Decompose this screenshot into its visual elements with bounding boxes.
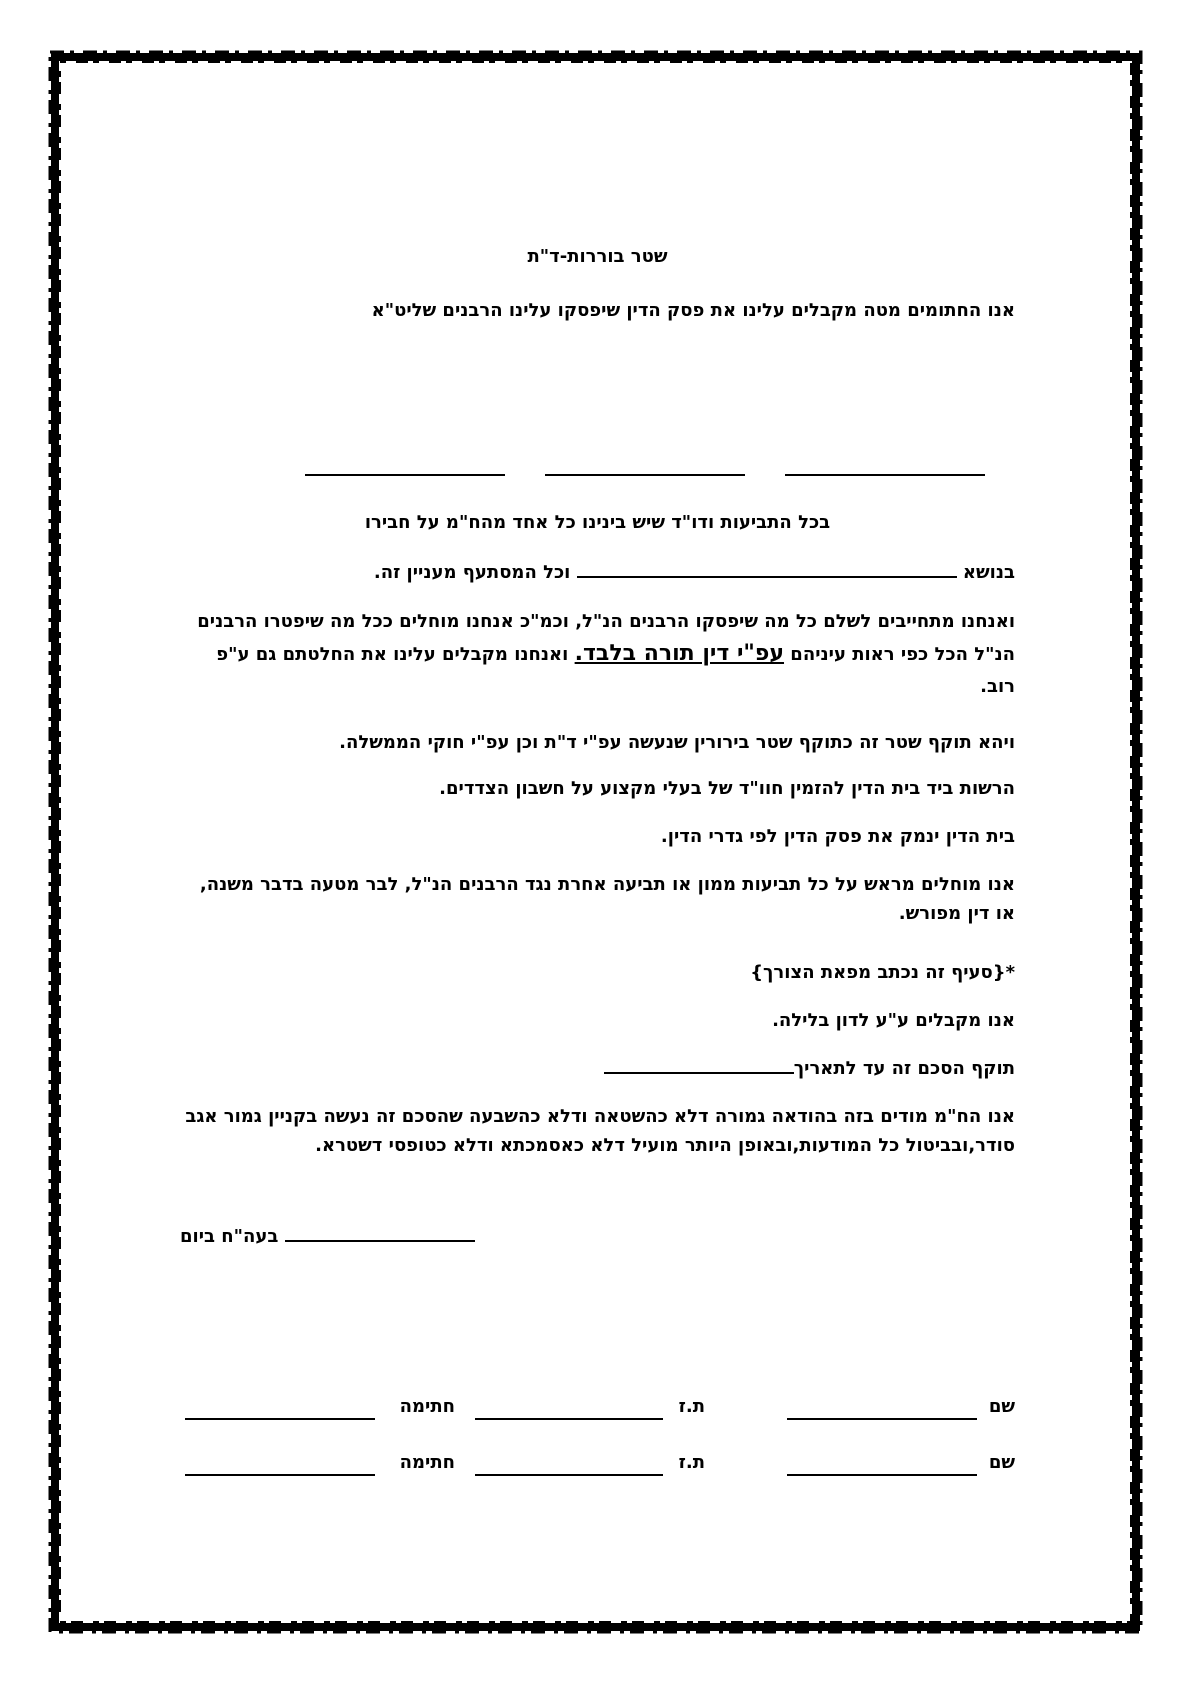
subject-blank[interactable] bbox=[577, 558, 957, 578]
signature-blank[interactable] bbox=[185, 1418, 375, 1420]
signature-row-1 bbox=[180, 1396, 1015, 1426]
experts-paragraph bbox=[180, 774, 1015, 803]
claims-text: בכל התביעות ודו"ד שיש בינינו כל אחד מהח"מ על חבירו bbox=[364, 512, 831, 533]
acknowledgement-paragraph bbox=[180, 1102, 1015, 1160]
reasoning-text: בית הדין ינמק את פסק הדין לפי גדרי הדין. bbox=[660, 826, 1015, 847]
date-prefix: בעה"ח ביום bbox=[180, 1226, 279, 1247]
arbitrator-line-2[interactable] bbox=[545, 474, 745, 476]
expiry-line bbox=[180, 1054, 1015, 1083]
intro-text: אנו החתומים מטה מקבלים עלינו את פסק הדין שיפסקו עלינו הרבנים שליט"א bbox=[371, 300, 1015, 321]
id-label: ת.ז bbox=[678, 1452, 705, 1473]
subject-suffix: וכל המסתעף מעניין זה. bbox=[373, 562, 571, 583]
acknowledgement-text: אנו הח"מ מודים בזה בהודאה גמורה דלא כהשטאה ודלא כהשבעה שהסכם זה נעשה בקניין גמור אגב סודר,ובביטול כל המודעות,ובאופן היותר מועיל דלא כאסמכתא ודלא כטופסי דשטרא. bbox=[185, 1106, 1015, 1156]
night-paragraph bbox=[180, 1006, 1015, 1035]
signature-label: חתימה bbox=[399, 1452, 455, 1473]
date-line bbox=[180, 1222, 680, 1251]
reasoning-paragraph bbox=[180, 822, 1015, 851]
name-label: שם bbox=[988, 1396, 1015, 1417]
validity-paragraph bbox=[180, 728, 1015, 757]
document-title: שטר בוררות-ד"ת bbox=[527, 246, 668, 267]
waiver-paragraph bbox=[180, 870, 1015, 928]
arbitrator-line-1[interactable] bbox=[785, 474, 985, 476]
obligation-text: ואנחנו מתחייבים לשלם כל מה שיפסקו הרבנים הנ"ל, וכמ"כ אנחנו מוחלים ככל מה שיפטרו הרבנים הנ"ל הכל כפי ראות עיניהם bbox=[197, 611, 1015, 665]
torah-law-emphasis: עפ"י דין תורה בלבד. bbox=[574, 641, 785, 666]
note-text: *{סעיף זה נכתב מפאת הצורך} bbox=[750, 962, 1015, 983]
id-label: ת.ז bbox=[678, 1396, 705, 1417]
intro-paragraph bbox=[180, 296, 1015, 325]
signing-date-blank[interactable] bbox=[285, 1222, 475, 1242]
night-text: אנו מקבלים ע"ע לדון בלילה. bbox=[772, 1010, 1015, 1031]
obligation-end-text: ואנחנו מקבלים עלינו את החלטתם גם ע"פ רוב. bbox=[216, 644, 1015, 697]
signature-blank[interactable] bbox=[185, 1474, 375, 1476]
waiver-text: אנו מוחלים מראש על כל תביעות ממון או תביעה אחרת נגד הרבנים הנ"ל, לבר מטעה בדבר משנה, או דין מפורש. bbox=[199, 874, 1015, 924]
subject-line bbox=[180, 558, 1015, 587]
id-blank[interactable] bbox=[475, 1474, 663, 1476]
expiry-prefix: תוקף הסכם זה עד לתאריך bbox=[793, 1058, 1015, 1079]
id-blank[interactable] bbox=[475, 1418, 663, 1420]
obligation-paragraph bbox=[180, 606, 1015, 703]
name-label: שם bbox=[988, 1452, 1015, 1473]
name-blank[interactable] bbox=[787, 1418, 977, 1420]
arbitrator-line-3[interactable] bbox=[305, 474, 505, 476]
name-blank[interactable] bbox=[787, 1474, 977, 1476]
subject-prefix: בנושא bbox=[962, 562, 1015, 583]
claims-line bbox=[180, 508, 1015, 537]
experts-text: הרשות ביד בית הדין להזמין חוו"ד של בעלי מקצוע על חשבון הצדדים. bbox=[439, 778, 1015, 799]
expiry-date-blank[interactable] bbox=[604, 1054, 794, 1074]
validity-text: ויהא תוקף שטר זה כתוקף שטר בירורין שנעשה עפ"י ד"ת וכן עפ"י חוקי הממשלה. bbox=[339, 732, 1015, 753]
signature-label: חתימה bbox=[399, 1396, 455, 1417]
note-line bbox=[180, 958, 1015, 987]
signature-row-2 bbox=[180, 1452, 1015, 1482]
